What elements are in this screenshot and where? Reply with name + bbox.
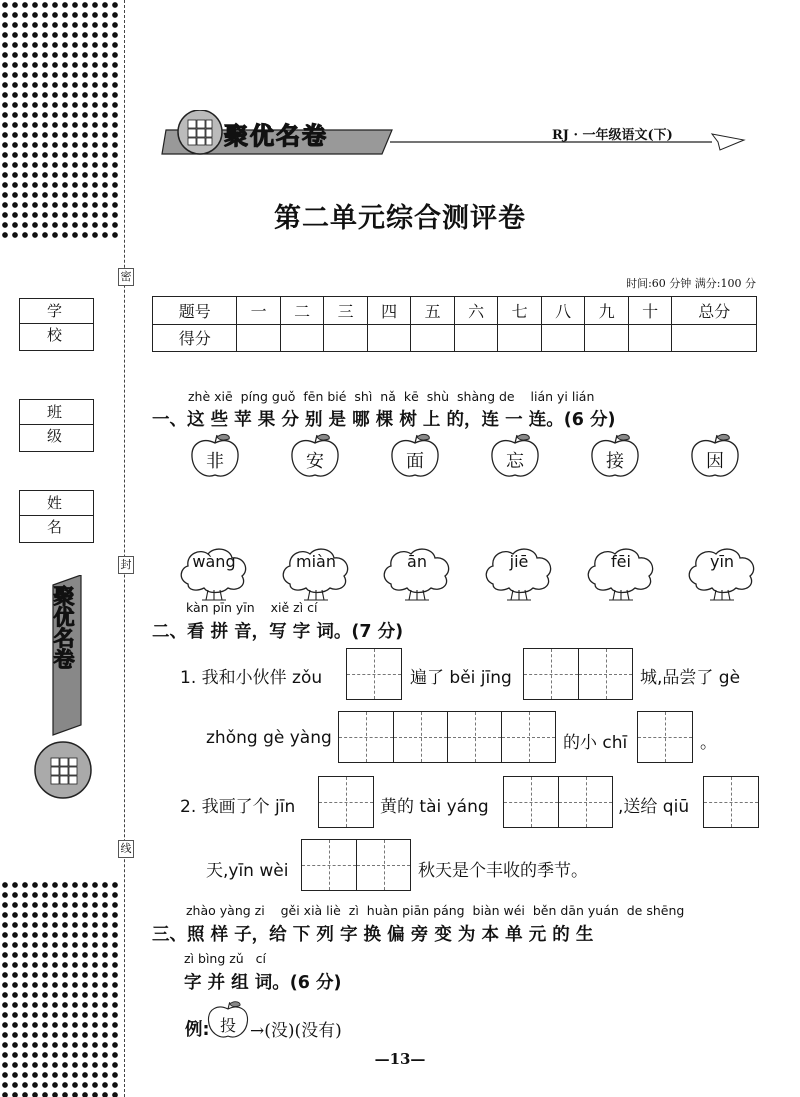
pinyin-token: cí	[255, 951, 267, 966]
pinyin-token: zì bìng zǔ	[184, 951, 244, 966]
tree-card[interactable]	[585, 544, 657, 602]
score-header-cell: 五	[411, 297, 455, 325]
answer-cell[interactable]	[319, 777, 373, 827]
score-cell[interactable]	[672, 324, 757, 352]
example-apple-char: 投	[219, 1016, 236, 1035]
header-banner	[152, 110, 748, 160]
tree-card[interactable]	[280, 544, 352, 602]
example-apple	[206, 1000, 250, 1040]
score-header-cell: 十	[628, 297, 672, 325]
page-title: 第二单元综合测评卷	[274, 203, 526, 234]
apple-card[interactable]	[489, 433, 541, 479]
tree-card[interactable]	[178, 544, 250, 602]
pinyin-token: zhè xiē	[188, 389, 233, 404]
pinyin-token: kē	[403, 389, 419, 404]
apple-card[interactable]	[689, 433, 741, 479]
q2-heading: 二、看 拼 音，写 字 词。(7 分)	[152, 622, 404, 642]
q2-line1-part3: 城,品尝了 gè	[640, 668, 741, 688]
q3-heading-line1: 三、照 样 子，给 下 列 字 换 偏 旁 变 为 本 单 元 的 生	[152, 925, 594, 945]
tree-pinyin: wàng	[192, 552, 236, 571]
answer-cell[interactable]	[339, 712, 393, 762]
q3-pinyin-line2	[184, 951, 266, 966]
pinyin-token: huàn piān páng	[366, 903, 465, 918]
answer-cell[interactable]	[501, 712, 555, 762]
answer-grid[interactable]	[503, 776, 613, 828]
q2-pinyin	[186, 600, 317, 615]
apple-char: 因	[706, 451, 724, 472]
apple-card[interactable]	[389, 433, 441, 479]
answer-cell[interactable]	[504, 777, 558, 827]
q2-line2-part2: 的小 chī	[563, 733, 628, 753]
answer-cell[interactable]	[393, 712, 447, 762]
time-score-info: 时间:60 分钟 满分:100 分	[626, 277, 756, 290]
answer-cell[interactable]	[578, 649, 632, 699]
pinyin-token: biàn wéi	[472, 903, 525, 918]
pinyin-token: kàn pīn yīn	[186, 600, 255, 615]
answer-cell[interactable]	[638, 712, 692, 762]
tree-card[interactable]	[381, 544, 453, 602]
score-header-cell: 一	[237, 297, 281, 325]
seal-mi: 密	[118, 268, 134, 286]
pinyin-token: zhào yàng zi	[186, 903, 265, 918]
q2-line1-part2: 遍了 běi jīng	[410, 668, 512, 688]
answer-cell[interactable]	[302, 840, 356, 890]
q2-line3-part1: 2. 我画了个 jīn	[180, 797, 296, 817]
answer-grid[interactable]	[301, 839, 411, 891]
q3-heading-line2: 字 并 组 词。(6 分)	[184, 973, 342, 993]
apple-card[interactable]	[589, 433, 641, 479]
apple-card[interactable]	[289, 433, 341, 479]
answer-cell[interactable]	[704, 777, 758, 827]
name-label: 姓 名	[20, 491, 93, 516]
answer-cell[interactable]	[356, 840, 410, 890]
tree-pinyin: miàn	[296, 552, 336, 571]
q2-line2-part3: 。	[700, 733, 717, 753]
score-cell[interactable]	[585, 324, 629, 352]
score-table-score-row	[153, 324, 757, 352]
score-header-cell: 二	[280, 297, 324, 325]
pinyin-token: xiě zì cí	[270, 600, 318, 615]
pinyin-token: zì	[348, 903, 359, 918]
apple-char: 非	[206, 451, 224, 472]
example-answer: →(没)(没有)	[250, 1021, 342, 1041]
name-box	[19, 490, 94, 543]
score-header-cell: 四	[367, 297, 411, 325]
pinyin-token: de shēng	[626, 903, 685, 918]
answer-grid[interactable]	[637, 711, 693, 763]
score-table	[152, 296, 757, 352]
tree-pinyin: jiē	[509, 552, 529, 571]
brand-title: 聚优名卷	[224, 122, 328, 150]
q1-pinyin	[188, 389, 594, 404]
q2-line4-part2: 秋天是个丰收的季节。	[418, 861, 588, 881]
tree-card[interactable]	[686, 544, 758, 602]
pinyin-token: píng guǒ	[240, 389, 296, 404]
answer-cell[interactable]	[524, 649, 578, 699]
pinyin-token: nǎ	[380, 389, 396, 404]
pinyin-token: lián yi lián	[530, 389, 595, 404]
score-cell[interactable]	[324, 324, 368, 352]
binding-cut-line	[124, 0, 125, 1097]
score-cell[interactable]	[411, 324, 455, 352]
pinyin-token: gěi xià liè	[280, 903, 341, 918]
answer-cell[interactable]	[558, 777, 612, 827]
score-header-cell: 题号	[153, 297, 237, 325]
apple-char: 安	[306, 451, 324, 472]
score-header-cell: 三	[324, 297, 368, 325]
pinyin-token: běn dān yuán	[532, 903, 619, 918]
answer-grid[interactable]	[318, 776, 374, 828]
tree-pinyin: fēi	[611, 552, 631, 571]
score-row-label: 得分	[153, 324, 237, 352]
score-cell[interactable]	[367, 324, 411, 352]
q2-line1-part1: 1. 我和小伙伴 zǒu	[180, 668, 323, 688]
score-cell[interactable]	[628, 324, 672, 352]
apple-char: 接	[606, 451, 624, 472]
score-header-cell: 九	[585, 297, 629, 325]
class-label: 班 级	[20, 400, 93, 425]
pinyin-token: shàng de	[457, 389, 515, 404]
school-box	[19, 298, 94, 351]
answer-cell[interactable]	[347, 649, 401, 699]
grade-subtitle: RJ · 一年级语文(下)	[552, 128, 673, 143]
vertical-logo-text: 聚优名卷	[51, 585, 75, 669]
q2-line4-part1: 天,yīn wèi	[206, 861, 289, 881]
score-cell[interactable]	[541, 324, 585, 352]
tree-pinyin: yīn	[709, 552, 735, 571]
score-header-cell: 八	[541, 297, 585, 325]
score-table-header-row	[153, 297, 757, 325]
tree-pinyin: ān	[407, 552, 427, 571]
pinyin-token: shì	[354, 389, 373, 404]
page-number: —13—	[374, 1050, 426, 1068]
answer-grid[interactable]	[703, 776, 759, 828]
score-cell[interactable]	[454, 324, 498, 352]
score-cell[interactable]	[237, 324, 281, 352]
apple-char: 忘	[506, 451, 524, 472]
answer-grid[interactable]	[523, 648, 633, 700]
score-cell[interactable]	[280, 324, 324, 352]
example-label: 例:	[185, 1020, 210, 1040]
q1-heading: 一、这 些 苹 果 分 别 是 哪 棵 树 上 的，连 一 连。(6 分)	[152, 410, 616, 430]
apple-char: 面	[406, 451, 424, 472]
class-box	[19, 399, 94, 452]
seal-xian: 线	[118, 840, 134, 858]
answer-grid[interactable]	[346, 648, 402, 700]
score-header-cell: 七	[498, 297, 542, 325]
vertical-brand-logo	[33, 575, 99, 805]
answer-grid[interactable]	[338, 711, 556, 763]
answer-cell[interactable]	[447, 712, 501, 762]
score-header-cell: 六	[454, 297, 498, 325]
tree-card[interactable]	[483, 544, 555, 602]
q2-line3-part2: 黄的 tài yáng	[380, 797, 489, 817]
pinyin-token: shù	[426, 389, 450, 404]
school-label: 学 校	[20, 299, 93, 324]
seal-feng: 封	[118, 556, 134, 574]
score-header-cell: 总分	[672, 297, 757, 325]
q3-pinyin-line1	[186, 903, 684, 918]
pinyin-token: fēn bié	[303, 389, 347, 404]
q2-line2-part1: zhǒng gè yàng	[206, 728, 332, 748]
q2-line3-part3: ,送给 qiū	[618, 797, 690, 817]
apple-card[interactable]	[189, 433, 241, 479]
score-cell[interactable]	[498, 324, 542, 352]
